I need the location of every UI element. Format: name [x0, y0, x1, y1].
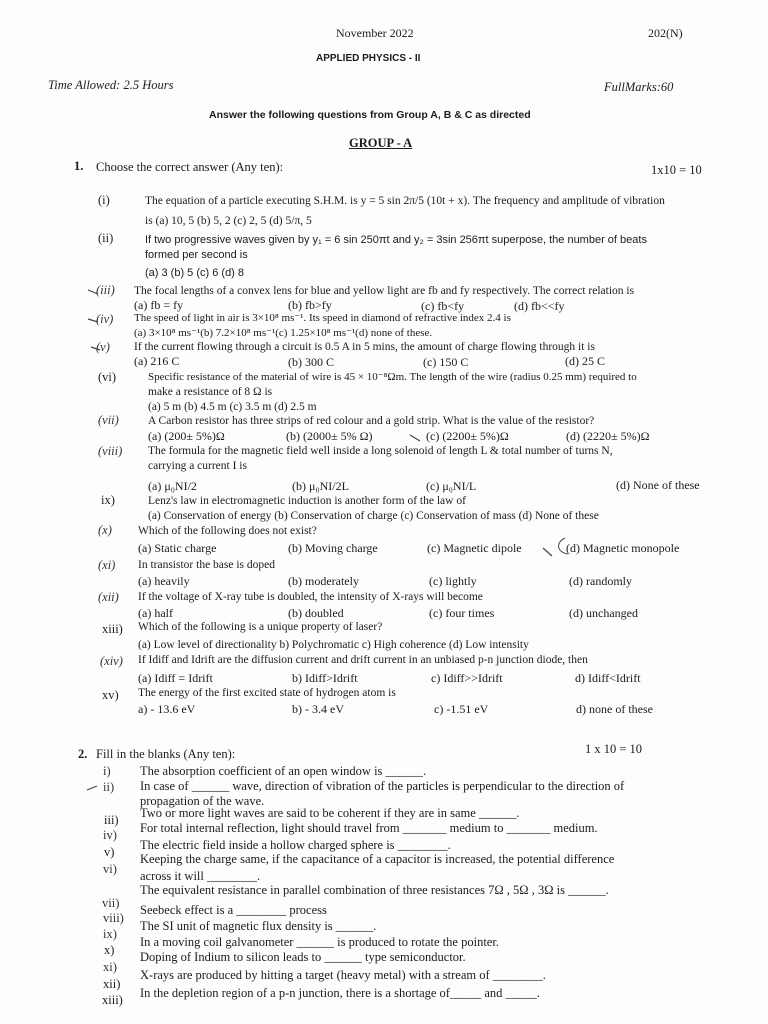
option-c: (c) four times [429, 606, 495, 620]
q1-options: (a) Conservation of energy (b) Conservation of charge (c) Conservation of mass (d) None of these [148, 510, 599, 522]
q1-question: Specific resistance of the material of wire is 45 × 10⁻⁸Ωm. The length of the wire (radius 0.25 mm) required to [148, 371, 637, 383]
option-b: (b) doubled [288, 606, 344, 620]
q1-question-cont: carrying a current I is [148, 460, 247, 472]
q2-number: 2. [78, 747, 88, 761]
option-c: (c) Magnetic dipole [427, 541, 522, 555]
option-a: a) - 13.6 eV [138, 702, 196, 716]
pencil-mark [88, 319, 98, 322]
q1-question: The equation of a particle executing S.H.M. is y = 5 sin 2π/5 (10t + x). The frequency and amplitude of vibration [145, 195, 665, 207]
q1-question: The energy of the first excited state of hydrogen atom is [138, 687, 396, 699]
q2-statement: In the depletion region of a p-n junction, there is a shortage of_____ and _____. [140, 986, 540, 1000]
option-d: (d) 25 C [565, 354, 605, 368]
q2-statement: Seebeck effect is a ________ process [140, 903, 327, 917]
option-c: (c) 150 C [423, 355, 469, 369]
option-d: (d) (2220± 5%)Ω [566, 429, 650, 443]
q2-statement: Two or more light waves are said to be coherent if they are in same ______. [140, 806, 520, 820]
q2-statement: Keeping the charge same, if the capacitance of a capacitor is increased, the potential difference [140, 852, 615, 866]
option-b: (b) Moving charge [288, 541, 378, 555]
option-d: (d) randomly [569, 574, 632, 588]
q2-item-number: v) [104, 845, 115, 859]
q1-item-number: xv) [102, 688, 119, 702]
q1-item-number: (ii) [98, 231, 114, 245]
q1-question: Which of the following does not exist? [138, 525, 317, 537]
option-b: (b) moderately [288, 574, 359, 588]
option-d: (d) fb<<fy [514, 299, 565, 313]
q2-item-number: i) [103, 764, 111, 778]
q2-statement: X-rays are produced by hitting a target (heavy metal) with a stream of ________. [140, 968, 546, 982]
option-b: (b) μ₀NI/2L [292, 479, 349, 493]
option-b: (b) (2000± 5% Ω) [286, 429, 373, 443]
q1-item-number: xiii) [102, 622, 123, 636]
q1-options: is (a) 10, 5 (b) 5, 2 (c) 2, 5 (d) 5/π, 5 [145, 215, 312, 227]
q1-question: In transistor the base is doped [138, 559, 276, 571]
q1-question-cont: formed per second is [145, 249, 248, 261]
q1-item-number: (v) [96, 340, 110, 354]
q2-statement: In case of ______ wave, direction of vibration of the particles is perpendicular to the direction of [140, 779, 625, 793]
q2-item-number: viii) [103, 911, 124, 925]
exam-date: November 2022 [336, 26, 414, 40]
q2-item-number: iv) [103, 828, 117, 842]
q2-title: Fill in the blanks (Any ten): [96, 747, 236, 761]
q2-item-number: vi) [103, 862, 117, 876]
option-a: (a) heavily [138, 574, 190, 588]
q1-item-number: (i) [98, 193, 110, 207]
pencil-mark [87, 786, 97, 790]
q2-item-number: xi) [103, 960, 117, 974]
q2-item-number: xii) [103, 977, 121, 991]
q2-statement-cont: across it will ________. [140, 869, 261, 883]
option-c: (c) μ₀NI/L [426, 479, 477, 493]
q1-question: Which of the following is a unique property of laser? [138, 621, 383, 633]
q2-statement: In a moving coil galvanometer ______ is produced to rotate the pointer. [140, 935, 499, 949]
instruction: Answer the following questions from Group A, B & C as directed [209, 109, 531, 121]
subject-title: APPLIED PHYSICS - II [316, 53, 421, 64]
q1-item-number: (vi) [98, 370, 117, 384]
q1-item-number: ix) [101, 493, 115, 507]
q1-question-cont: make a resistance of 8 Ω is [148, 386, 273, 398]
q1-title: Choose the correct answer (Any ten): [96, 160, 284, 174]
q2-statement: The SI unit of magnetic flux density is ______. [140, 919, 377, 933]
q1-question: The speed of light in air is 3×10⁸ ms⁻¹. Its speed in diamond of refractive index 2.4 is [134, 312, 511, 324]
pencil-mark [410, 435, 420, 441]
group-heading: GROUP - A [349, 136, 413, 150]
option-d: d) none of these [576, 702, 653, 716]
option-d: d) Idiff<Idrift [575, 671, 641, 685]
q1-item-number: (iv) [96, 312, 114, 326]
q2-marks: 1 x 10 = 10 [585, 742, 643, 756]
q1-options: (a) 5 m (b) 4.5 m (c) 3.5 m (d) 2.5 m [148, 401, 317, 413]
q1-marks: 1x10 = 10 [651, 163, 702, 177]
option-c: (c) (2200± 5%)Ω [426, 429, 509, 443]
option-a: (a) (200± 5%)Ω [148, 429, 225, 443]
option-b: (b) fb>fy [288, 298, 332, 312]
pencil-mark [88, 290, 98, 294]
q1-item-number: (viii) [98, 444, 123, 458]
q1-question: The focal lengths of a convex lens for blue and yellow light are fb and fy respectively. The correct relation is [134, 285, 635, 297]
q2-item-number: ii) [103, 780, 115, 794]
q2-statement: The equivalent resistance in parallel combination of three resistances 7Ω , 5Ω , 3Ω is ______. [140, 883, 609, 897]
q2-item-number: vii) [102, 896, 120, 910]
q2-item-number: iii) [104, 813, 119, 827]
option-d: (d) None of these [616, 478, 700, 492]
option-b: b) - 3.4 eV [292, 702, 344, 716]
q1-item-number: (x) [98, 523, 112, 537]
option-d: (d) unchanged [569, 606, 638, 620]
q1-question: Lenz's law in electromagnetic induction is another form of the law of [148, 495, 466, 507]
option-b: b) Idiff>Idrift [292, 671, 358, 685]
q2-statement: Doping of Indium to silicon leads to ______ type semiconductor. [140, 950, 466, 964]
q1-question: If Idiff and Idrift are the diffusion current and drift current in an unbiased p-n junction diode, then [138, 654, 588, 666]
option-b: (b) 300 C [288, 355, 334, 369]
option-a: (a) Static charge [138, 541, 217, 555]
full-marks: FullMarks:60 [604, 80, 674, 94]
q1-options: (a) 3 (b) 5 (c) 6 (d) 8 [145, 267, 245, 279]
q1-question: A Carbon resistor has three strips of red colour and a gold strip. What is the value of the resistor? [148, 415, 595, 427]
q1-item-number: (xiv) [100, 654, 123, 668]
option-c: c) Idiff>>Idrift [431, 671, 503, 685]
option-c: (c) lightly [429, 574, 477, 588]
pencil-mark [91, 347, 100, 350]
option-a: (a) half [138, 606, 173, 620]
q1-number: 1. [74, 159, 84, 173]
pencil-mark [543, 548, 552, 556]
q1-options: (a) 3×10⁸ ms⁻¹(b) 7.2×10⁸ ms⁻¹(c) 1.25×10⁸ ms⁻¹(d) none of these. [134, 327, 433, 339]
q2-statement: For total internal reflection, light should travel from _______ medium to _______ medium. [140, 821, 598, 835]
option-a: (a) 216 C [134, 354, 180, 368]
pencil-mark [559, 538, 568, 554]
q1-options: (a) Low level of directionality b) Polychromatic c) High coherence (d) Low intensity [138, 639, 529, 651]
q2-statement: The electric field inside a hollow charged sphere is ________. [140, 838, 451, 852]
q1-question: If two progressive waves given by y₁ = 6 sin 250πt and y₂ = 3sin 256πt superpose, the number of beats [145, 234, 647, 246]
option-c: (c) fb<fy [421, 299, 465, 313]
q1-item-number: (vii) [98, 413, 119, 427]
q1-question: If the voltage of X-ray tube is doubled, the intensity of X-rays will become [138, 591, 483, 603]
q2-item-number: x) [104, 943, 115, 957]
paper-code: 202(N) [648, 26, 683, 40]
option-c: c) -1.51 eV [434, 702, 489, 716]
q1-item-number: (xi) [98, 558, 116, 572]
time-allowed: Time Allowed: 2.5 Hours [48, 78, 174, 92]
q1-item-number: (iii) [96, 283, 115, 297]
option-a: (a) Idiff = Idrift [138, 671, 213, 685]
q2-item-number: ix) [103, 927, 117, 941]
q2-statement: The absorption coefficient of an open window is ______. [140, 764, 427, 778]
q2-statement-cont: propagation of the wave. [140, 794, 265, 808]
option-a: (a) fb = fy [134, 298, 184, 312]
q1-question: The formula for the magnetic field well inside a long solenoid of length L & total number of turns N, [148, 445, 613, 457]
q2-item-number: xiii) [102, 993, 123, 1007]
q1-item-number: (xii) [98, 590, 119, 604]
q1-question: If the current flowing through a circuit is 0.5 A in 5 mins, the amount of charge flowing through it is [134, 341, 595, 353]
option-a: (a) μ₀NI/2 [148, 479, 197, 493]
option-d: (d) Magnetic monopole [566, 541, 680, 555]
